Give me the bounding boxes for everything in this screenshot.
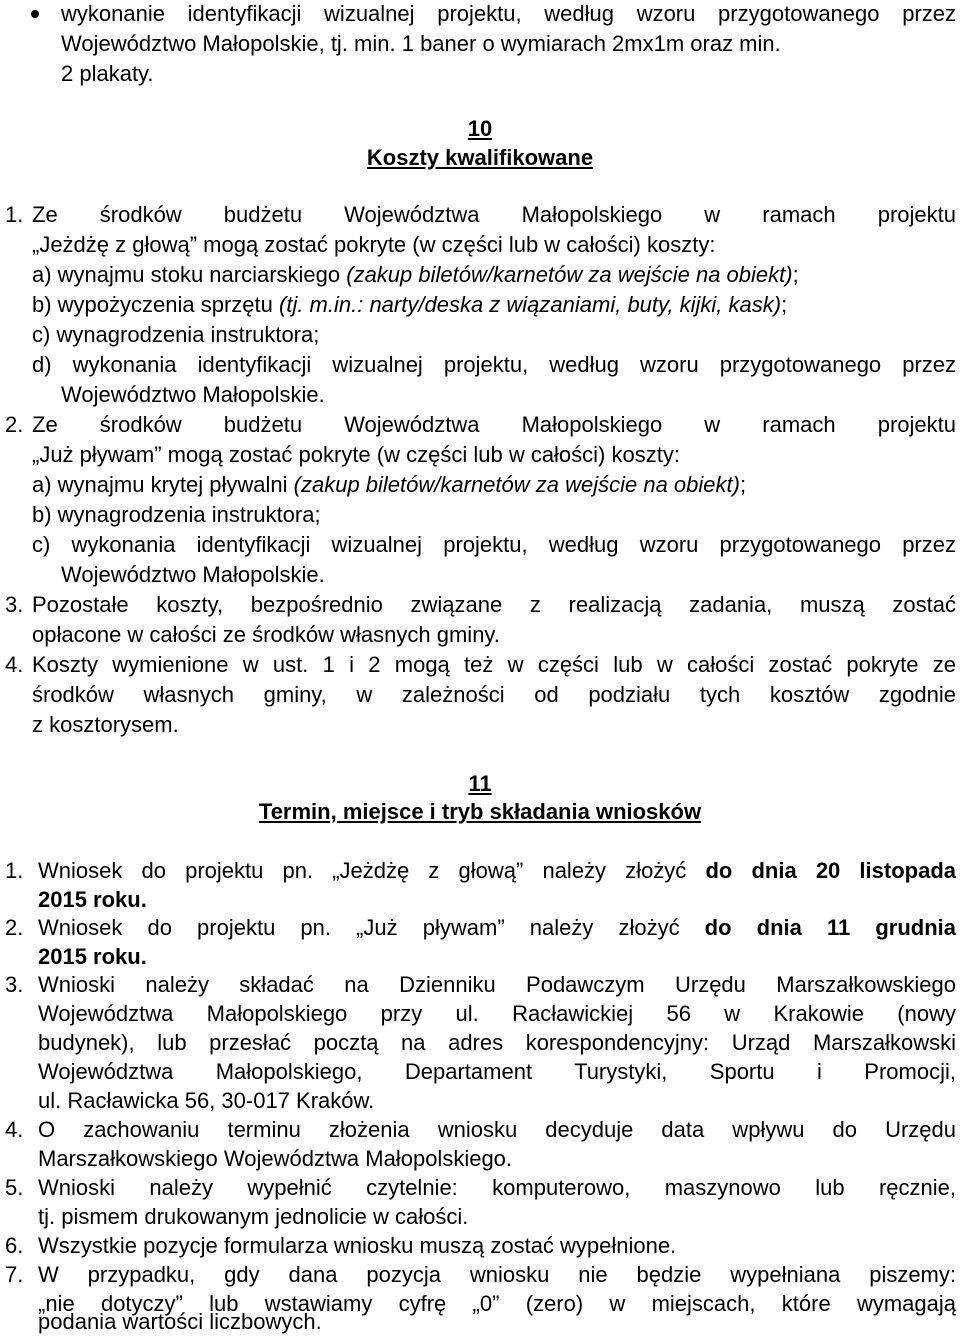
- item-number: 6.: [5, 1233, 24, 1258]
- deadline-text: do dnia 11 grudnia: [704, 915, 956, 940]
- deadline-text: do dnia 20 listopada: [705, 858, 957, 883]
- item-line: „Już pływam” mogą zostać pokryte (w części lub w całości) koszty:: [32, 442, 680, 467]
- item-line: d) wykonania identyfikacji wizualnej projektu, według wzoru przygotowanego przez: [32, 352, 956, 377]
- bullet-line: wykonanie identyfikacji wizualnej projektu, według wzoru przygotowanego przez: [61, 1, 956, 26]
- item-line: ul. Racławicka 56, 30-017 Kraków.: [38, 1088, 375, 1113]
- item-line: c) wykonania identyfikacji wizualnej projektu, według wzoru przygotowanego przez: [32, 532, 956, 557]
- item-line-text: ;: [792, 262, 799, 287]
- item-line: Województwa Małopolskiego przy ul. Racławickiej 56 w Krakowie (nowy: [38, 1001, 956, 1026]
- item-line-text: Wniosek do projektu pn. „Już pływam” należy złożyć: [38, 915, 705, 940]
- item-line: budynek), lub przesłać pocztą na adres korespondencyjny: Urząd Marszałkowski: [38, 1030, 956, 1055]
- item-number: 7.: [5, 1262, 24, 1287]
- bullet-line: 2 plakaty.: [61, 61, 154, 86]
- item-line: Województwa Małopolskiego, Departament Turystyki, Sportu i Promocji,: [38, 1059, 956, 1084]
- item-line-text: a) wynajmu krytej pływalni: [32, 472, 294, 497]
- item-line-italic: (zakup biletów/karnetów za wejście na obiekt): [346, 262, 793, 287]
- item-line: Marszałkowskiego Województwa Małopolskiego.: [38, 1146, 513, 1171]
- item-line: c) wynagrodzenia instruktora;: [32, 322, 320, 347]
- item-line: podania wartości liczbowych.: [38, 1309, 322, 1334]
- item-line: „nie dotyczy” lub wstawiamy cyfrę „0” (zero) w miejscach, które wymagają: [38, 1291, 956, 1316]
- item-line: Województwo Małopolskie.: [61, 562, 325, 587]
- item-line: Wnioski należy wypełnić czytelnie: komputerowo, maszynowo lub ręcznie,: [38, 1175, 956, 1200]
- item-line: Ze środków budżetu Województwa Małopolskiego w ramach projektu: [32, 202, 956, 227]
- item-line: Pozostałe koszty, bezpośrednio związane z realizacją zadania, muszą zostać: [32, 592, 956, 617]
- item-number: 4.: [5, 1117, 24, 1142]
- item-line: [38, 914, 956, 942]
- section-10-number: 10: [467, 116, 493, 141]
- item-number: 5.: [5, 1175, 24, 1200]
- deadline-year: 2015 roku.: [38, 887, 147, 912]
- item-line: środków własnych gminy, w zależności od podziału tych kosztów zgodnie: [32, 682, 956, 707]
- item-line: opłacone w całości ze środków własnych gminy.: [32, 622, 500, 647]
- deadline-year: 2015 roku.: [38, 944, 147, 969]
- item-number: 3.: [5, 972, 24, 997]
- item-line: Województwo Małopolskie.: [61, 382, 325, 407]
- section-10-title: Koszty kwalifikowane: [366, 145, 594, 170]
- item-line-text: b) wypożyczenia sprzętu: [32, 292, 279, 317]
- bullet-line: Województwo Małopolskie, tj. min. 1 baner o wymiarach 2mx1m oraz min.: [61, 31, 781, 56]
- item-line: [32, 291, 787, 319]
- item-line-italic: (tj. m.in.: narty/deska z wiązaniami, buty, kijki, kask): [279, 292, 782, 317]
- item-line-italic: (zakup biletów/karnetów za wejście na obiekt): [293, 472, 740, 497]
- item-line: Wszystkie pozycje formularza wniosku muszą zostać wypełnione.: [38, 1233, 677, 1258]
- item-line: W przypadku, gdy dana pozycja wniosku nie będzie wypełniana piszemy:: [38, 1262, 956, 1287]
- item-number: 1.: [5, 202, 24, 227]
- section-11-title: Termin, miejsce i tryb składania wniosków: [258, 799, 702, 824]
- section-11-number: 11: [468, 771, 492, 796]
- item-line: Koszty wymienione w ust. 1 i 2 mogą też w części lub w całości zostać pokryte ze: [32, 652, 956, 677]
- item-line: O zachowaniu terminu złożenia wniosku decyduje data wpływu do Urzędu: [38, 1117, 956, 1142]
- item-line-text: ;: [781, 292, 788, 317]
- item-line-text: Wniosek do projektu pn. „Jeżdżę z głową” należy złożyć: [38, 858, 706, 883]
- item-line: Wnioski należy składać na Dzienniku Podawczym Urzędu Marszałkowskiego: [38, 972, 956, 997]
- item-line: „Jeżdżę z głową” mogą zostać pokryte (w części lub w całości) koszty:: [32, 232, 716, 257]
- item-line: z kosztorysem.: [32, 712, 179, 737]
- item-line: [38, 857, 956, 885]
- item-line: [32, 261, 799, 289]
- item-number: 1.: [5, 858, 24, 883]
- bullet-icon: [31, 10, 39, 18]
- item-line: [32, 471, 746, 499]
- item-line: b) wynagrodzenia instruktora;: [32, 502, 321, 527]
- item-line-text: a) wynajmu stoku narciarskiego: [32, 262, 347, 287]
- item-number: 2.: [5, 915, 24, 940]
- item-number: 2.: [5, 412, 24, 437]
- item-line: Ze środków budżetu Województwa Małopolskiego w ramach projektu: [32, 412, 956, 437]
- item-line-text: ;: [739, 472, 747, 497]
- item-line: tj. pismem drukowanym jednolicie w całości.: [38, 1204, 469, 1229]
- item-number: 3.: [5, 592, 24, 617]
- item-number: 4.: [5, 652, 24, 677]
